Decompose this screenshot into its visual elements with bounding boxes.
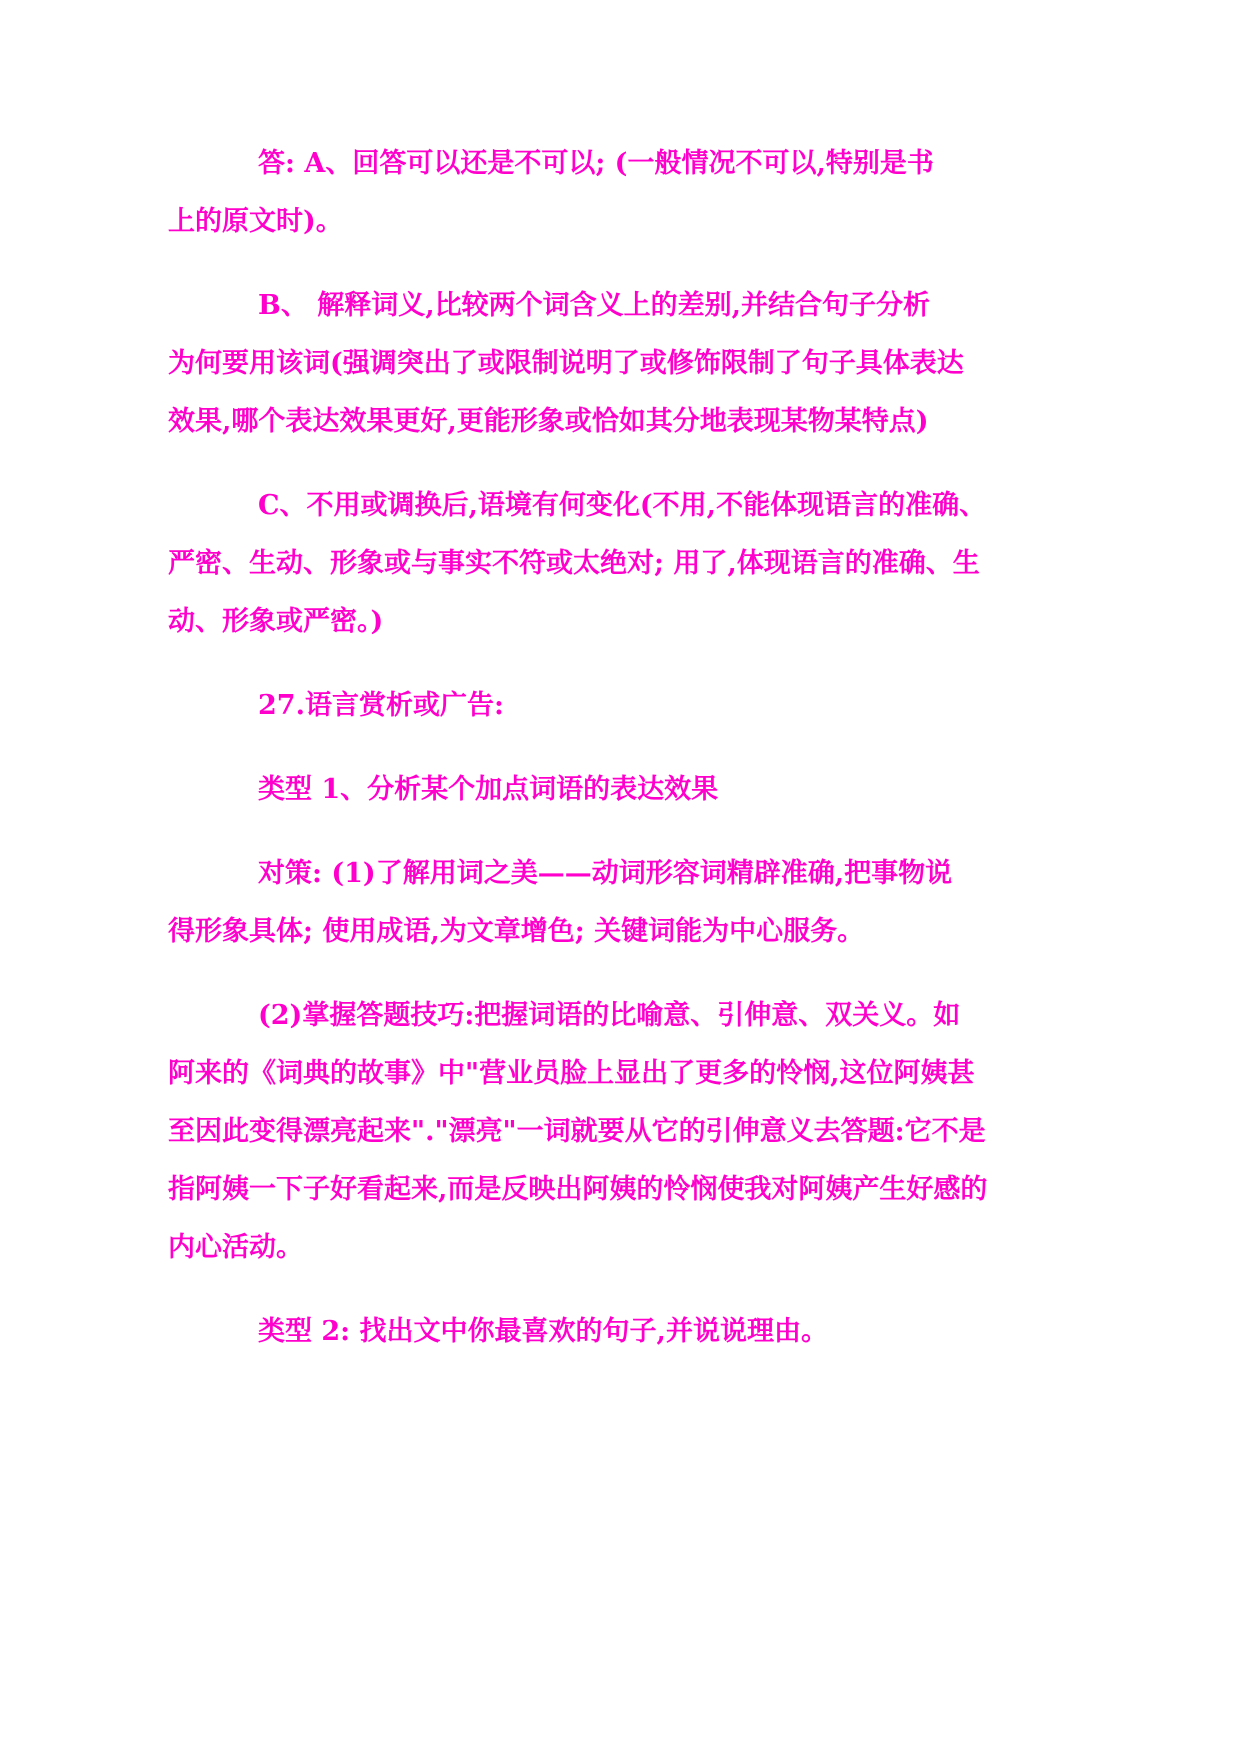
answer-intro-line: 答: A、回答可以还是不可以; (一般情况不可以,特别是书 [258,148,934,179]
type-2-heading: 类型 2: 找出文中你最喜欢的句子,并说说理由。 [258,1316,828,1347]
type-1-heading: 类型 1、分析某个加点词语的表达效果 [258,774,719,805]
point-b-line-cont-1: 为何要用该词(强调突出了或限制说明了或修饰限制了句子具体表达 [168,348,964,379]
strategy-2-line-cont-2: 至因此变得漂亮起来"."漂亮"一词就要从它的引伸意义去答题:它不是 [168,1116,986,1147]
strategy-2-line-cont-1: 阿来的《词典的故事》中"营业员脸上显出了更多的怜悯,这位阿姨甚 [168,1058,975,1089]
strategy-2-line-cont-3: 指阿姨一下子好看起来,而是反映出阿姨的怜悯使我对阿姨产生好感的 [168,1174,988,1205]
point-c-line-cont-2: 动、形象或严密。) [168,606,384,637]
point-c-line: C、不用或调换后,语境有何变化(不用,不能体现语言的准确、 [258,490,987,521]
section-heading-27: 27.语言赏析或广告: [258,690,504,721]
point-b-line: B、 解释词义,比较两个词含义上的差别,并结合句子分析 [258,290,931,321]
strategy-2-line: (2)掌握答题技巧:把握词语的比喻意、引伸意、双关义。如 [258,1000,961,1031]
point-b-line-cont-2: 效果,哪个表达效果更好,更能形象或恰如其分地表现某物某特点) [168,406,929,437]
answer-intro-line-cont: 上的原文时)。 [168,206,343,237]
strategy-1-line: 对策: (1)了解用词之美——动词形容词精辟准确,把事物说 [258,858,953,889]
strategy-1-line-cont: 得形象具体; 使用成语,为文章增色; 关键词能为中心服务。 [168,916,865,947]
point-c-line-cont-1: 严密、生动、形象或与事实不符或太绝对; 用了,体现语言的准确、生 [168,548,980,579]
strategy-2-line-cont-4: 内心活动。 [168,1232,303,1263]
